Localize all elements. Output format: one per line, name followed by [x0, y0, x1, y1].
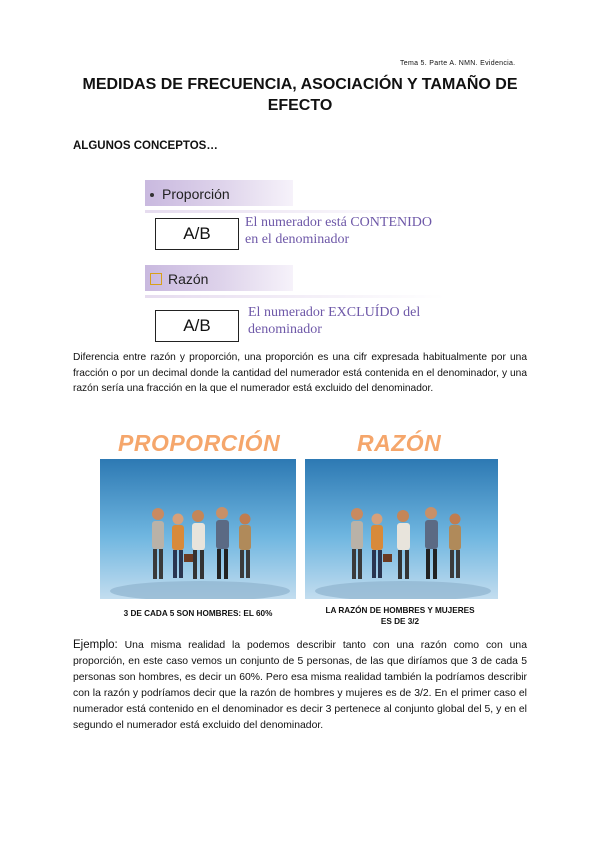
- example-text: Una misma realidad la podemos describir tanto con una razón como con una proporción, en este caso vemos un conjunto de 5 personas, de las que diríamos que 3 de cada 5 personas son hombres, es decir un 60%. Pero esa misma realidad también la podríamos describir con la razón y podríamos decir que la razón de hombres y mujeres es de 3/2. En el primer caso el numerador está contenido en el denominador es decir 3 pertenece al conjunto global del 5, y en el segundo el numerador está excluido del denominador.: [73, 640, 527, 731]
- photo-title-razon: RAZÓN: [357, 430, 442, 456]
- definition-razon: El numerador EXCLUÍDO del denominador: [248, 305, 421, 337]
- concept-divider: [145, 295, 445, 298]
- section-heading: ALGUNOS CONCEPTOS…: [73, 140, 218, 152]
- formula-box-razon: A/B: [155, 310, 239, 342]
- formula-box-proporcion: A/B: [155, 218, 239, 250]
- concept-label-razon: Razón: [150, 271, 208, 287]
- paragraph-difference: Diferencia entre razón y proporción, una proporción es una cifr expresada habitualmente por una fracción o por un decimal donde la cantidad del numerador está contenida en el denominador, y una razón sería una fracción en la que el numerador está excluido del denominador.: [73, 352, 527, 395]
- concept-label-proporcion: Proporción: [150, 186, 230, 202]
- photo-proporcion: [100, 459, 296, 599]
- photo-razon: [305, 459, 498, 599]
- title-line-2: EFECTO: [267, 97, 333, 114]
- header-note: Tema 5. Parte A. NMN. Evidencia.: [400, 60, 516, 67]
- page-title: [70, 74, 530, 116]
- example-lead: Ejemplo:: [73, 639, 118, 651]
- photo-title-proporcion: PROPORCIÓN: [118, 430, 281, 456]
- bullet-dot-icon: [150, 193, 154, 197]
- definition-proporcion: El numerador está CONTENIDO en el denominador: [245, 215, 433, 247]
- paragraph-example: [73, 637, 527, 734]
- caption-razon: LA RAZÓN DE HOMBRES Y MUJERES ES DE 3/2: [325, 606, 475, 626]
- caption-proporcion: 3 DE CADA 5 SON HOMBRES: EL 60%: [123, 609, 273, 618]
- bullet-box-icon: [150, 273, 162, 285]
- title-line-1: MEDIDAS DE FRECUENCIA, ASOCIACIÓN Y TAMAÑO DE: [82, 76, 518, 93]
- concept-divider: [145, 210, 445, 213]
